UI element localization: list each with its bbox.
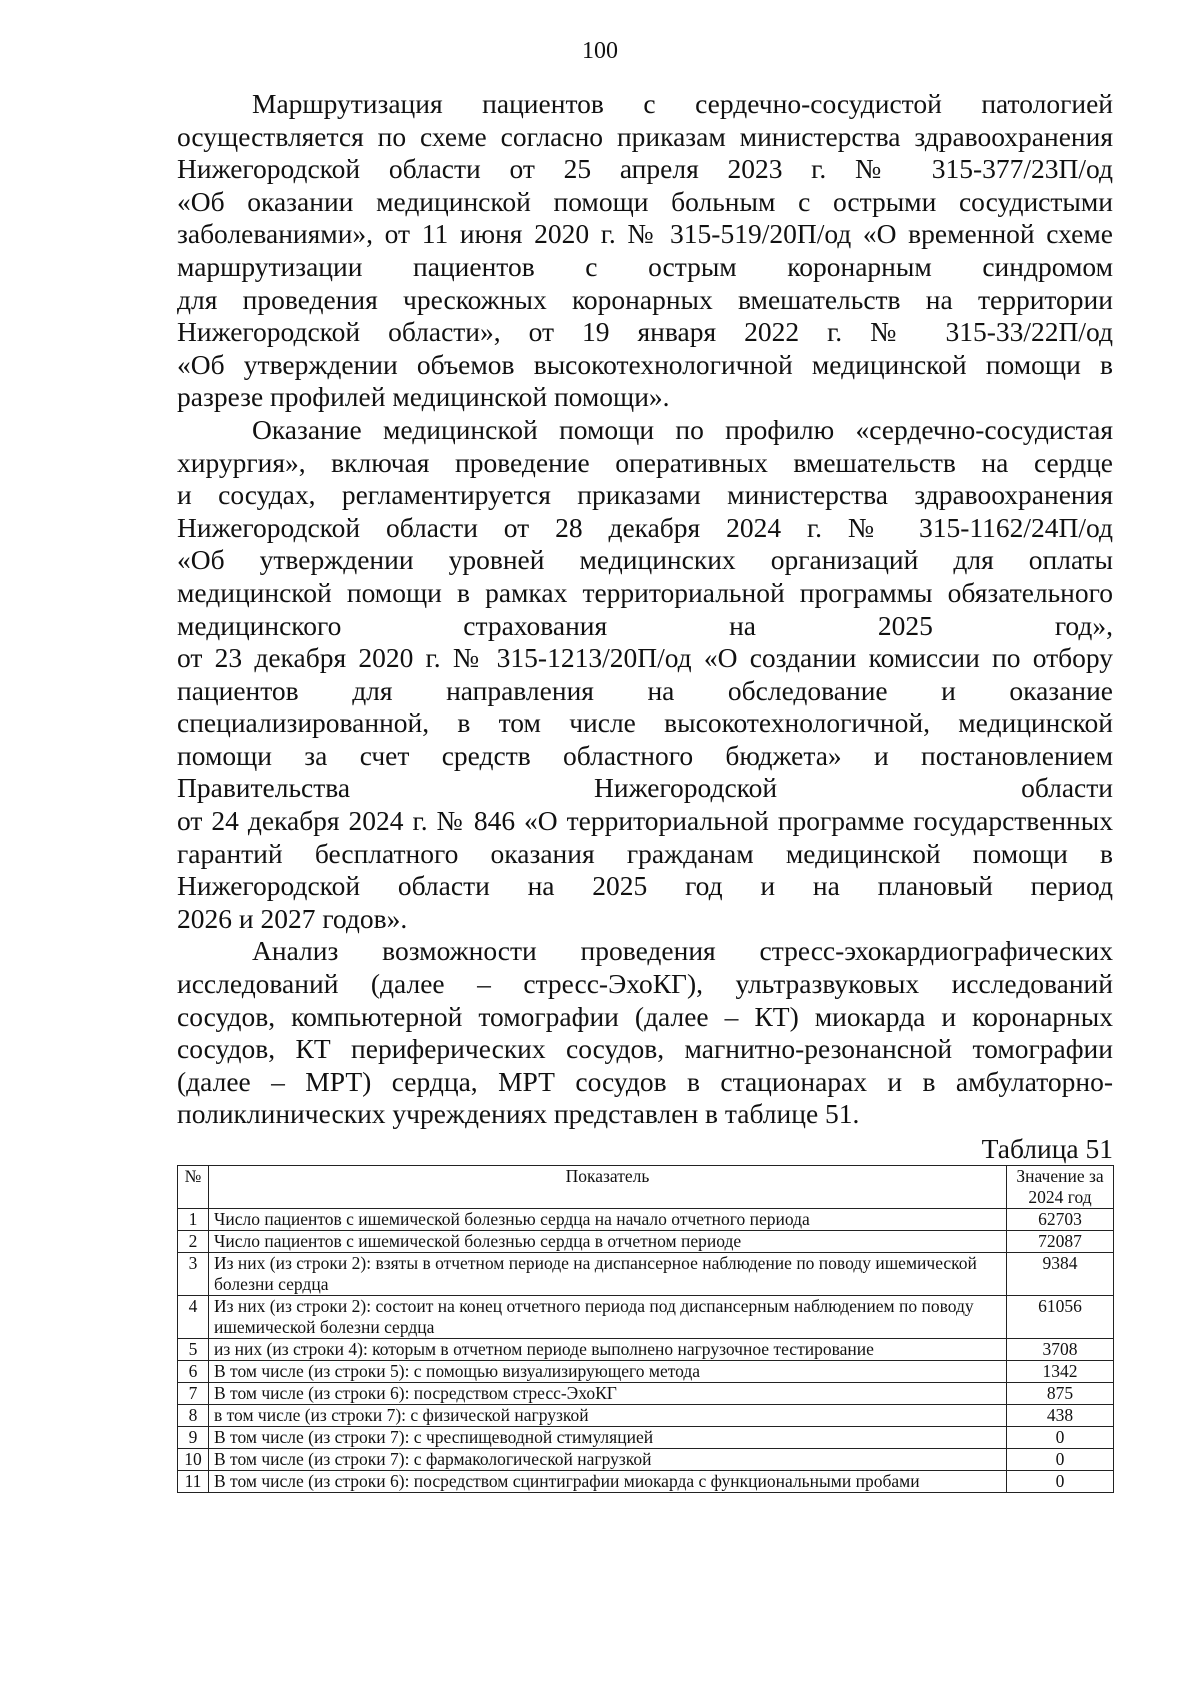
row-value: 3708 [1007,1339,1114,1361]
table-caption: Таблица 51 [981,1133,1113,1164]
row-value: 875 [1007,1383,1114,1405]
row-number: 1 [178,1209,209,1231]
row-value: 0 [1007,1427,1114,1449]
table-row [178,1405,1114,1427]
page-number: 100 [582,38,618,64]
body-text [177,88,1113,1131]
row-number: 4 [178,1296,209,1339]
table-row [178,1339,1114,1361]
text-line: Оказание медицинской помощи по профилю «сердечно-сосудистая [252,413,1113,445]
text-line: от 24 декабря 2024 г. № 846 «О территориальной программе государственных [177,805,1113,837]
text-line: Нижегородской области от 28 декабря 2024 г. № 315-1162/24П/од [177,511,1113,543]
row-indicator: Число пациентов с ишемической болезнью сердца в отчетном периоде [209,1231,1007,1253]
paragraph-surgery [177,414,1113,936]
row-number: 7 [178,1383,209,1405]
text-line: хирургия», включая проведение оперативных вмешательств на сердце [177,446,1113,478]
text-line: маршрутизации пациентов с острым коронарным синдромом [177,250,1113,282]
text-line: 2026 и 2027 годов». [177,902,408,934]
text-line: от 23 декабря 2020 г. № 315-1213/20П/од «О создании комиссии по отбору [177,642,1113,674]
row-number: 10 [178,1449,209,1471]
text-line: и сосудах, регламентируется приказами министерства здравоохранения [177,479,1113,511]
text-line: сосудов, компьютерной томографии (далее – КТ) миокарда и коронарных [177,1000,1113,1032]
text-line: Маршрутизация пациентов с сердечно-сосудистой патологией [252,88,1113,119]
text-line: гарантий бесплатного оказания гражданам медицинской помощи в [177,837,1113,869]
header-value: Значение за 2024 год [1007,1166,1114,1209]
text-line: Нижегородской области на 2025 год и на плановый период [177,870,1113,902]
text-line: осуществляется по схеме согласно приказам министерства здравоохранения [177,120,1113,152]
row-indicator: В том числе (из строки 6): посредством сцинтиграфии миокарда с функциональными пробами [209,1471,1007,1493]
row-number: 5 [178,1339,209,1361]
row-value: 1342 [1007,1361,1114,1383]
row-value: 62703 [1007,1209,1114,1231]
header-indicator: Показатель [209,1166,1007,1209]
row-number: 3 [178,1253,209,1296]
text-line: (далее – МРТ) сердца, МРТ сосудов в стационарах и в амбулаторно- [177,1065,1113,1097]
row-number: 2 [178,1231,209,1253]
text-line: Нижегородской области от 25 апреля 2023 г. № 315-377/23П/од [177,153,1113,185]
text-line: сосудов, КТ периферических сосудов, магнитно-резонансной томографии [177,1033,1113,1065]
row-indicator: в том числе (из строки 7): с физической нагрузкой [209,1405,1007,1427]
row-indicator: из них (из строки 4): которым в отчетном периоде выполнено нагрузочное тестирование [209,1339,1007,1361]
text-line: пациентов для направления на обследование и оказание [177,674,1113,706]
row-indicator: Из них (из строки 2): взяты в отчетном периоде на диспансерное наблюдение по поводу ишемической болезни сердца [209,1253,1007,1296]
table-row [178,1231,1114,1253]
header-num: № [178,1166,209,1209]
text-line: «Об утверждении уровней медицинских организаций для оплаты [177,544,1113,576]
text-line: Анализ возможности проведения стресс-эхокардиографических [252,935,1113,967]
text-line: Нижегородской области», от 19 января 2022 г. № 315-33/22П/од [177,316,1113,348]
text-line: «Об утверждении объемов высокотехнологичной медицинской помощи в [177,348,1113,380]
row-value: 0 [1007,1449,1114,1471]
text-line: Правительства Нижегородской области [177,772,1113,804]
row-indicator: Число пациентов с ишемической болезнью сердца на начало отчетного периода [209,1209,1007,1231]
table-row [178,1471,1114,1493]
text-line: медицинской помощи в рамках территориальной программы обязательного [177,576,1113,608]
row-number: 6 [178,1361,209,1383]
paragraph-analysis [177,935,1113,1131]
table-row [178,1209,1114,1231]
row-value: 72087 [1007,1231,1114,1253]
text-line: поликлинических учреждениях представлен в таблице 51. [177,1098,860,1130]
table-row [178,1296,1114,1339]
text-line: заболеваниями», от 11 июня 2020 г. № 315-519/20П/од «О временной схеме [177,218,1113,250]
text-line: помощи за счет средств областного бюджета» и постановлением [177,739,1113,771]
table-header-row [178,1166,1114,1209]
row-indicator: В том числе (из строки 7): с фармакологической нагрузкой [209,1449,1007,1471]
text-line: «Об оказании медицинской помощи больным с острыми сосудистыми [177,185,1113,217]
text-line: медицинского страхования на 2025 год», [177,609,1113,641]
row-value: 438 [1007,1405,1114,1427]
text-line: специализированной, в том числе высокотехнологичной, медицинской [177,707,1113,739]
row-number: 9 [178,1427,209,1449]
table-row [178,1427,1114,1449]
text-line: для проведения чрескожных коронарных вмешательств на территории [177,283,1113,315]
table-row [178,1253,1114,1296]
table-row [178,1361,1114,1383]
row-value: 9384 [1007,1253,1114,1296]
row-indicator: В том числе (из строки 7): с чреспищеводной стимуляцией [209,1427,1007,1449]
row-indicator: Из них (из строки 2): состоит на конец отчетного периода под диспансерным наблюдением по поводу ишемической болезни сердца [209,1296,1007,1339]
paragraph-routing [177,88,1113,414]
row-value: 61056 [1007,1296,1114,1339]
row-indicator: В том числе (из строки 6): посредством стресс-ЭхоКГ [209,1383,1007,1405]
table-row [178,1383,1114,1405]
indicator-table [177,1165,1114,1493]
table-body [178,1209,1114,1493]
text-line: разрезе профилей медицинской помощи». [177,381,670,413]
table-row [178,1449,1114,1471]
text-line: исследований (далее – стресс-ЭхоКГ), ультразвуковых исследований [177,968,1113,1000]
row-number: 11 [178,1471,209,1493]
row-number: 8 [178,1405,209,1427]
row-indicator: В том числе (из строки 5): с помощью визуализирующего метода [209,1361,1007,1383]
row-value: 0 [1007,1471,1114,1493]
